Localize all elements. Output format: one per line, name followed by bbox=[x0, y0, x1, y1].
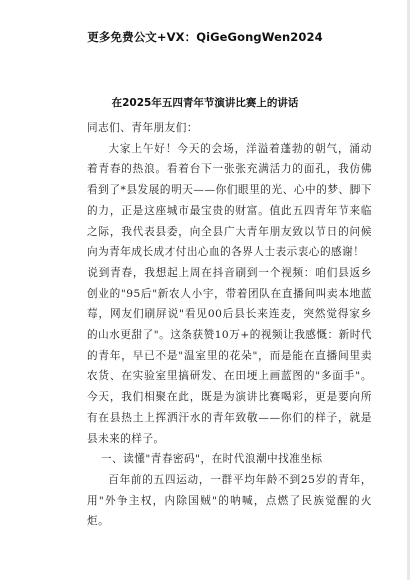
paragraph-text: 说到青春，我想起上周在抖音刷到一个视频：咱们县返乡创业的"95后"新农人小宇，带着团队在直播间叫卖本地蓝莓，网友们刷屏说"看见00后县长来连麦，突然觉得家乡的山水更甜了"。这条获赞10万+的视频让我感慨：新时代的青年，早已不是"温室里的花朵"，而是能在直播间里卖农货、在实验室里搞研发、在田埂上画蓝图的"多面手"。今天，我们相聚在此，既是为演讲比赛喝彩，更是要向所有在县热土上挥洒汗水的青年致敬——你们的样子，就是县未来的样子。 bbox=[87, 266, 372, 445]
header-note: 更多免费公文+VX：QiGeGongWen2024 bbox=[87, 30, 323, 44]
paragraph bbox=[87, 263, 372, 449]
paragraph bbox=[87, 470, 372, 532]
greeting-text: 同志们、青年朋友们： bbox=[87, 122, 198, 134]
document-title: 在2025年五四青年节演讲比赛上的讲话 bbox=[111, 97, 299, 109]
paragraph-text: 大家上午好！今天的会场，洋溢着蓬勃的朝气，涌动着青春的热浪。看着台下一张张充满活力的面孔，我仿佛看到了*县发展的明天——你们眼里的光、心中的梦、脚下的力，正是这座城市最宝贵的财富。值此五四青年节来临之际，我代表县委，向全县广大青年朋友致以节日的问候向为青年成长成才付出心血的各界人士表示衷心的感谢！ bbox=[87, 142, 372, 259]
paragraph bbox=[87, 139, 372, 263]
paragraph-text: 百年前的五四运动，一群平均年龄不到25岁的青年，用"外争主权，内除国贼"的呐喊，点燃了民族觉醒的火炬。 bbox=[87, 473, 372, 528]
greeting bbox=[87, 118, 372, 139]
section-heading-text: 一、读懂"青春密码"，在时代浪潮中找准坐标 bbox=[101, 453, 323, 466]
section-heading bbox=[87, 449, 372, 470]
document-body bbox=[87, 118, 372, 532]
